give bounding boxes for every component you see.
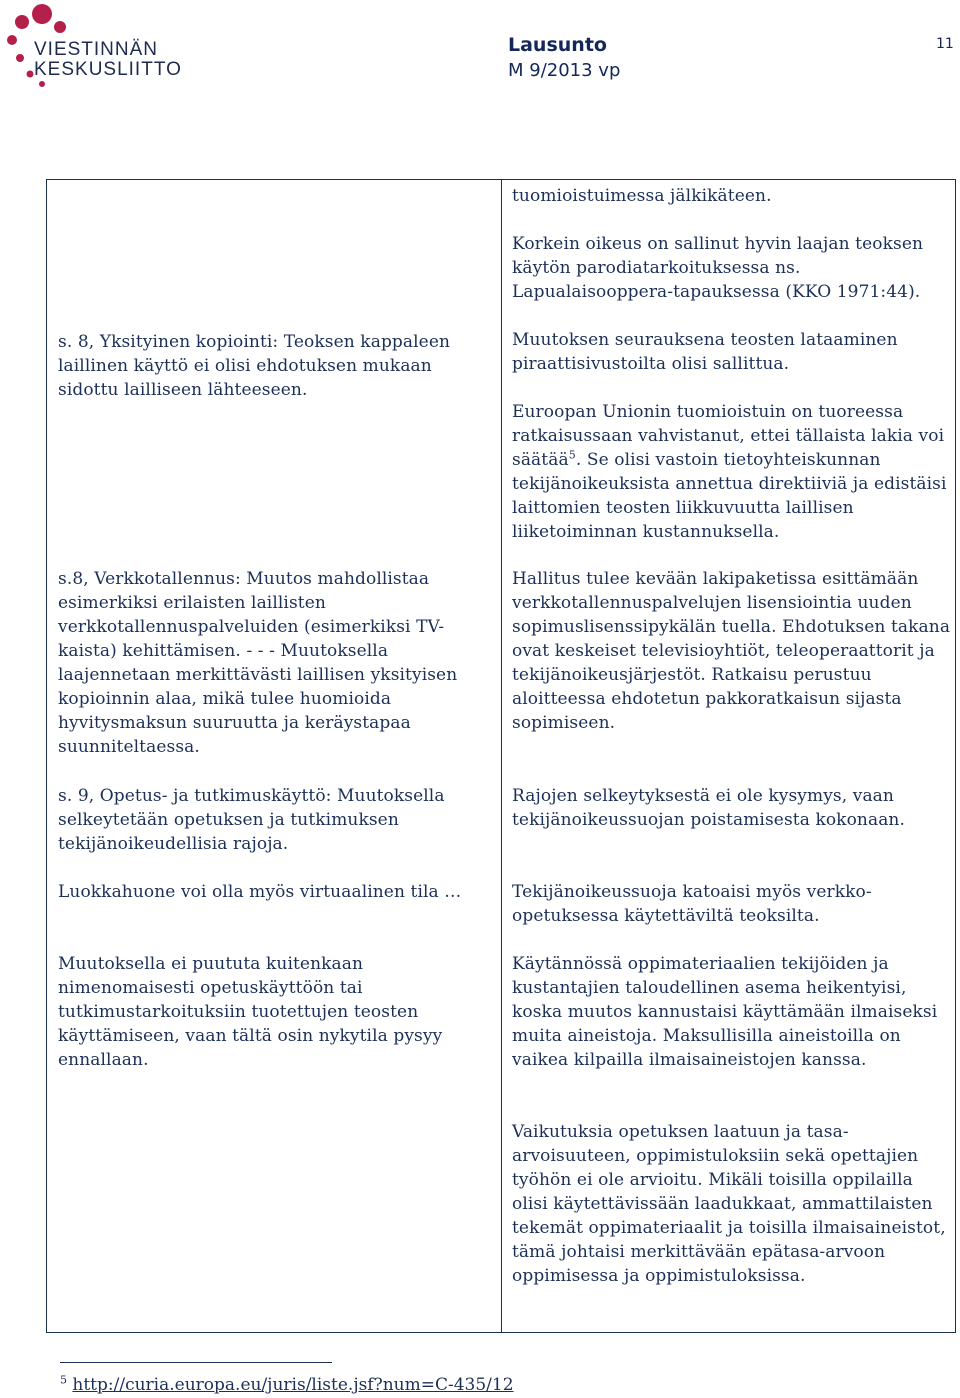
- right-seurauksena: Muutoksen seurauksena teosten lataaminen piraattisivustoilta olisi sallittua.: [512, 330, 898, 374]
- logo-line-2: KESKUSLIITTO: [34, 59, 182, 80]
- left-s9-opetus: s. 9, Opetus- ja tutkimuskäyttö: Muutoksella selkeytetään opetuksen ja tutkimuksen tekijänoikeudellisia rajoja.: [58, 786, 445, 854]
- document-type: Lausunto: [508, 34, 607, 56]
- logo-line-1: VIESTINNÄN: [34, 39, 159, 60]
- footnote-ref[interactable]: 5: [568, 448, 576, 462]
- footnote: [60, 1374, 514, 1396]
- footnote-link[interactable]: http://curia.europa.eu/juris/liste.jsf?num=C-435/12: [72, 1375, 514, 1395]
- document-reference: M 9/2013 vp: [508, 60, 621, 81]
- left-ei-puututa: Muutoksella ei puututa kuitenkaan nimenomaisesti opetuskäyttöön tai tutkimustarkoituksiin tuotettujen teosten käyttämiseen, vaan tältä osin nykytila pysyy ennallaan.: [58, 954, 443, 1070]
- right-tuomioistuimessa: tuomioistuimessa jälkikäteen.: [512, 186, 772, 206]
- right-hallitus: Hallitus tulee kevään lakipaketissa esittämään verkkotallennuspalvelujen lisensiointia uuden sopimuslisenssipykälän tuella. Ehdotuksen takana ovat keskeiset televisioyhtiöt, teleoperaattorit ja tekijänoikeusjärjestöt. Ratkaisu perustuu aloitteessa ehdotetun pakkoratkaisun sijasta sopimiseen.: [512, 569, 951, 733]
- right-kaytannossa: Käytännössä oppimateriaalien tekijöiden ja kustantajien taloudellinen asema heikentyisi, koska muutos kannustaisi käyttämään ilmaiseksi muita aineistoja. Maksullisilla aineistoilla on vaikea kilpailla ilmaisaineistojen kanssa.: [512, 954, 938, 1070]
- eu-text-part-2: . Se olisi vastoin tietoyhteiskunnan tekijänoikeuksista annettua direktiiviä ja edistäisi laittomien teosten liikkuvuutta laillisen liiketoiminnan kustannuksella.: [512, 450, 947, 542]
- column-divider: [501, 180, 502, 1332]
- comment-table: [46, 179, 956, 1333]
- footnote-number: 5: [60, 1373, 67, 1387]
- footnote-rule: [60, 1362, 332, 1363]
- page-number: 11: [936, 36, 954, 52]
- right-vaikutuksia: Vaikutuksia opetuksen laatuun ja tasa-arvoisuuteen, oppimistuloksiin sekä opettajien työhön ei ole arvioitu. Mikäli toisilla oppilailla olisi käytettävissään laadukkaat, ammattilaisten tekemät oppimateriaalit ja toisilla ilmaisaineistot, tämä johtaisi merkittävään epätasa-arvoon oppimisessa ja oppimistuloksissa.: [512, 1122, 946, 1286]
- right-rajojen: Rajojen selkeytyksestä ei ole kysymys, vaan tekijänoikeussuojan poistamisesta kokonaan.: [512, 786, 905, 830]
- left-s8-verkkotallennus: s.8, Verkkotallennus: Muutos mahdollistaa esimerkiksi erilaisten laillisten verkkotallennuspalveluiden (esimerkiksi TV-kaista) kehittämisen. - - - Muutoksella laajennetaan merkittävästi laillisen yksityisen kopioinnin alaa, mikä tulee huomioida hyvitysmaksun suuruutta ja keräystapaa suunniteltaessa.: [58, 569, 458, 757]
- right-tekijanoikeussuoja: Tekijänoikeussuoja katoaisi myös verkko-opetuksessa käytettäviltä teoksilta.: [512, 882, 872, 926]
- right-korkein-oikeus: Korkein oikeus on sallinut hyvin laajan teoksen käytön parodiatarkoituksessa ns. Lapualaisooppera-tapauksessa (KKO 1971:44).: [512, 234, 924, 302]
- viestinnan-keskusliitto-logo: [0, 0, 270, 90]
- left-s8-yksityinen-kopiointi: s. 8, Yksityinen kopiointi: Teoksen kappaleen laillinen käyttö ei olisi ehdotuksen mukaan sidottu lailliseen lähteeseen.: [58, 332, 451, 400]
- eu-text-part-1: Euroopan Unionin tuomioistuin on tuoreessa ratkaisussaan vahvistanut, ettei tällaista lakia voi säätää: [512, 402, 945, 470]
- right-euroopan-unioni: [512, 400, 952, 544]
- left-luokkahuone: Luokkahuone voi olla myös virtuaalinen tila …: [58, 882, 462, 902]
